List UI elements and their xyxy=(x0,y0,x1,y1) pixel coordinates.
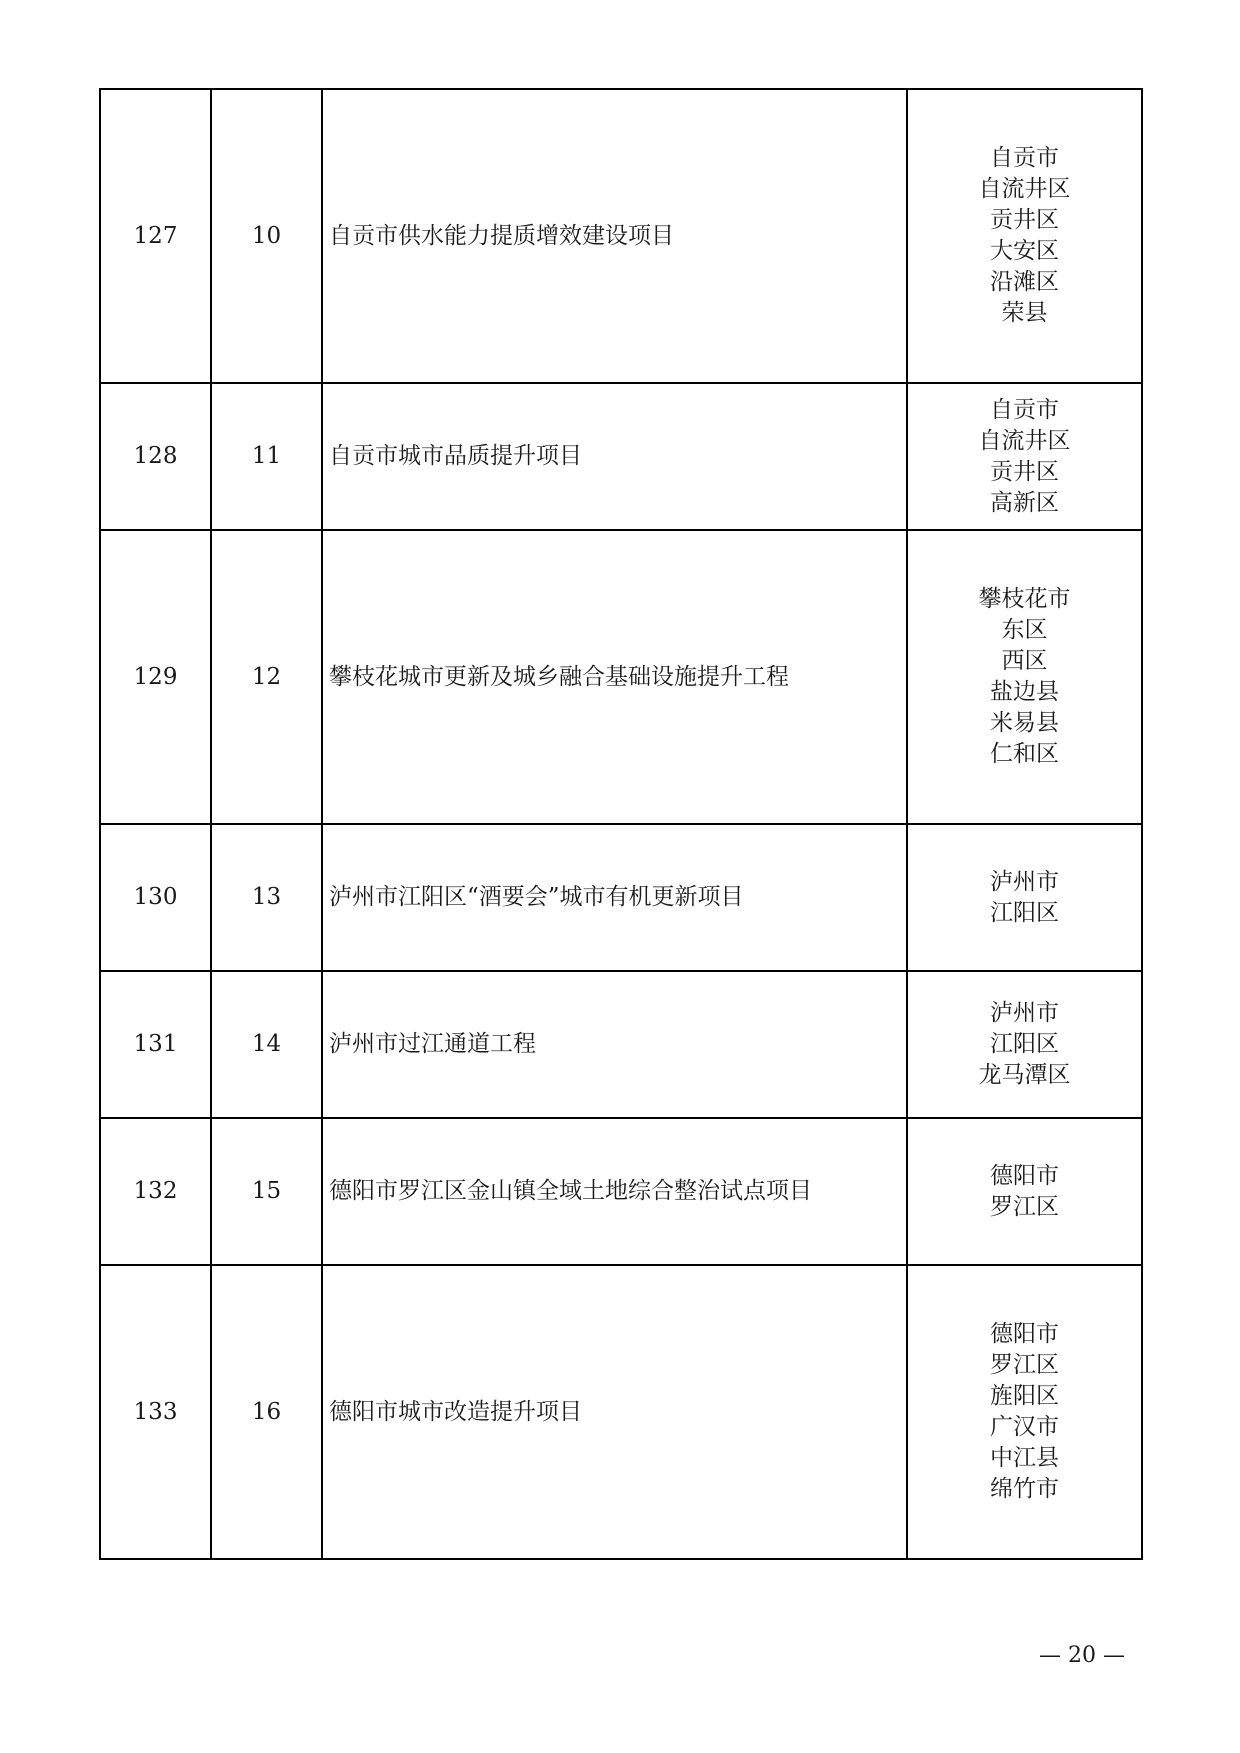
region-name: 自贡市 xyxy=(990,145,1059,171)
region-name: 自流井区 xyxy=(978,427,1071,454)
project-name: 泸州市江阳区“酒要会”城市有机更新项目 xyxy=(322,824,907,971)
project-table-body xyxy=(100,89,1142,1559)
region-name: 沿滩区 xyxy=(990,269,1059,295)
row-sub-number: 10 xyxy=(211,89,322,383)
region-cell xyxy=(907,383,1142,530)
row-number: 129 xyxy=(100,530,211,824)
region-name: 泸州市 xyxy=(990,868,1059,895)
row-sub-number: 13 xyxy=(211,824,322,971)
project-name: 德阳市城市改造提升项目 xyxy=(322,1265,907,1559)
region-name: 贡井区 xyxy=(990,207,1059,233)
table-row xyxy=(100,383,1142,530)
region-name: 自流井区 xyxy=(978,176,1071,202)
region-name: 绵竹市 xyxy=(990,1476,1059,1502)
region-name: 罗江区 xyxy=(990,1352,1059,1378)
region-name: 自贡市 xyxy=(990,396,1059,423)
row-sub-number: 14 xyxy=(211,971,322,1118)
table-row xyxy=(100,1118,1142,1265)
region-cell xyxy=(907,971,1142,1118)
region-name: 德阳市 xyxy=(990,1321,1059,1347)
row-number: 131 xyxy=(100,971,211,1118)
table-row xyxy=(100,824,1142,971)
project-table xyxy=(99,88,1143,1560)
project-name: 自贡市城市品质提升项目 xyxy=(322,383,907,530)
region-cell xyxy=(907,1118,1142,1265)
table-row xyxy=(100,1265,1142,1559)
project-name: 德阳市罗江区金山镇全域土地综合整治试点项目 xyxy=(322,1118,907,1265)
table-row xyxy=(100,530,1142,824)
region-name: 中江县 xyxy=(990,1445,1059,1471)
table-row xyxy=(100,89,1142,383)
region-name: 米易县 xyxy=(990,710,1059,736)
region-name: 东区 xyxy=(1001,617,1048,643)
project-name: 自贡市供水能力提质增效建设项目 xyxy=(322,89,907,383)
region-cell xyxy=(907,89,1142,383)
row-number: 133 xyxy=(100,1265,211,1559)
row-sub-number: 15 xyxy=(211,1118,322,1265)
region-name: 高新区 xyxy=(990,489,1059,516)
table-row xyxy=(100,971,1142,1118)
region-name: 德阳市 xyxy=(990,1162,1059,1189)
project-name: 泸州市过江通道工程 xyxy=(322,971,907,1118)
row-number: 132 xyxy=(100,1118,211,1265)
region-cell xyxy=(907,1265,1142,1559)
page-number: — 20 — xyxy=(1039,1643,1125,1668)
region-name: 广汉市 xyxy=(990,1414,1059,1440)
region-name: 江阳区 xyxy=(990,899,1059,926)
row-sub-number: 11 xyxy=(211,383,322,530)
row-number: 128 xyxy=(100,383,211,530)
region-cell xyxy=(907,824,1142,971)
region-name: 旌阳区 xyxy=(990,1383,1059,1409)
region-cell xyxy=(907,530,1142,824)
row-sub-number: 12 xyxy=(211,530,322,824)
region-name: 罗江区 xyxy=(990,1193,1059,1220)
region-name: 西区 xyxy=(1001,648,1048,674)
region-name: 泸州市 xyxy=(990,1000,1059,1026)
region-name: 荣县 xyxy=(1001,300,1048,326)
region-name: 盐边县 xyxy=(990,679,1059,705)
project-name: 攀枝花城市更新及城乡融合基础设施提升工程 xyxy=(322,530,907,824)
row-sub-number: 16 xyxy=(211,1265,322,1559)
row-number: 127 xyxy=(100,89,211,383)
row-number: 130 xyxy=(100,824,211,971)
region-name: 攀枝花市 xyxy=(978,586,1071,612)
region-name: 贡井区 xyxy=(990,458,1059,485)
region-name: 江阳区 xyxy=(990,1031,1059,1057)
region-name: 大安区 xyxy=(990,238,1059,264)
region-name: 仁和区 xyxy=(990,741,1059,767)
region-name: 龙马潭区 xyxy=(978,1062,1071,1088)
